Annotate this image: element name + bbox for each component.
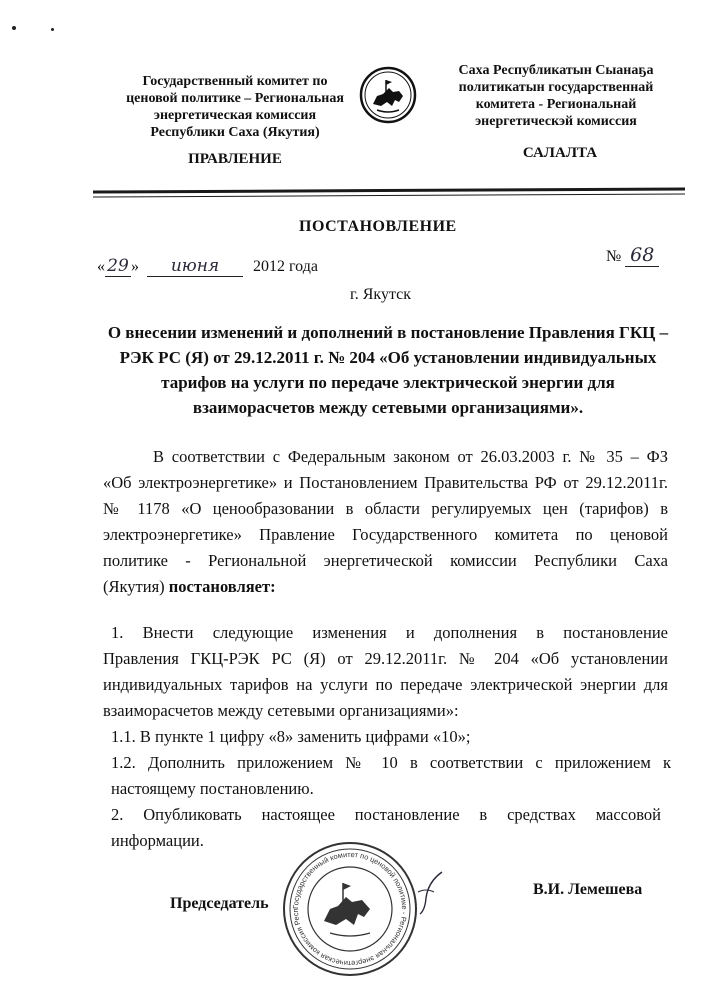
preamble-resolves: постановляет: (168, 577, 276, 596)
header-left-line: Республики Саха (Якутия) (150, 125, 320, 140)
header-right-block (426, 62, 686, 130)
document-number (606, 244, 659, 267)
header-left-subtitle: ПРАВЛЕНИЕ (188, 151, 282, 167)
header-left-block (95, 73, 375, 141)
subject-line: РЭК РС (Я) от 29.12.2011 г. № 204 «Об установлении индивидуальных (119, 348, 657, 367)
number-label: № (606, 248, 622, 265)
subject-line: О внесении изменений и дополнений в постановление Правления ГКЦ – (107, 323, 669, 342)
number-value: 68 (625, 244, 659, 267)
round-seal-icon (280, 839, 420, 979)
preamble-line: В соответствии с Федеральным законом от 26.03.2003 г. № 35 – ФЗ (153, 447, 668, 466)
item-2-line: информации. (111, 831, 204, 850)
signatory-name: В.И. Лемешева (533, 881, 643, 898)
item-1-line: взаиморасчетов между сетевыми организациями»: (103, 701, 459, 720)
preamble-line: политике - Региональной энергетической комиссии Республики Саха (103, 551, 668, 570)
item-1-1: 1.1. В пункте 1 цифру «8» заменить цифрами «10»; (111, 727, 471, 746)
signatory-role: Председатель (170, 895, 269, 912)
header-rule-thick (93, 187, 685, 193)
document-title: ПОСТАНОВЛЕНИЕ (299, 218, 457, 235)
preamble-line: электроэнергетике» Правление Государственного комитета по ценовой (103, 525, 668, 544)
preamble-paragraph (103, 444, 668, 600)
date-line (97, 256, 318, 277)
header-left-line: энергетическая комиссия (153, 108, 317, 123)
header-right-line: энергетическэй комиссия (475, 114, 637, 129)
item-2-line: 2. Опубликовать настоящее постановление в средствах массовой (111, 805, 661, 824)
preamble-line: «Об электроэнергетике» и Постановлением Правительства РФ от 29.12.2011г. (103, 473, 668, 492)
date-year: 2012 года (253, 258, 318, 275)
header-right-subtitle: САЛАЛТА (522, 145, 598, 161)
header-right-line: комитета - Региональнай (475, 97, 637, 112)
sakha-emblem-icon (359, 66, 417, 124)
date-month: июня (147, 256, 243, 277)
item-1-line: 1. Внести следующие изменения и дополнения в постановление (111, 623, 668, 642)
document-subject (98, 320, 678, 420)
item-1-line: индивидуальных тарифов на услуги по передаче электрической энергии для (103, 675, 668, 694)
header-left-line: Государственный комитет по (142, 74, 328, 89)
subject-line: тарифов на услуги по передаче электрической энергии для (161, 373, 615, 392)
header-right-line: политикатын государственнай (458, 80, 654, 95)
item-1-2 (111, 750, 671, 802)
item-1-2-line: 1.2. Дополнить приложением № 10 в соответствии с приложением к (111, 753, 671, 772)
seal-ring-text: Государственный комитет по ценовой политике - Региональная энергетическая комиссия Респ (290, 849, 410, 969)
handwritten-signature-icon (412, 868, 452, 918)
header-right-line: Саха Республикатын Сыанаҕа (458, 63, 654, 78)
date-quote-open: « (97, 258, 105, 275)
preamble-tail: (Якутия) (103, 577, 165, 596)
scan-speck (12, 26, 16, 30)
header-left-line: ценовой политике – Региональная (126, 91, 344, 106)
preamble-line: № 1178 «О ценообразовании в области регулируемых цен (тарифов) в (103, 499, 668, 518)
preamble-line-last (103, 574, 668, 600)
city-label: г. Якутск (350, 286, 412, 303)
header-rule-thin (93, 193, 685, 197)
date-day: 29 (105, 256, 131, 277)
item-1 (103, 620, 668, 724)
item-1-2-line: настоящему постановлению. (111, 779, 314, 798)
item-1-line: Правления ГКЦ-РЭК РС (Я) от 29.12.2011г. № 204 «Об установлении (103, 649, 668, 668)
date-quote-close: » (131, 258, 139, 275)
scan-speck (51, 28, 54, 31)
subject-line: взаиморасчетов между сетевыми организациями». (192, 398, 584, 417)
